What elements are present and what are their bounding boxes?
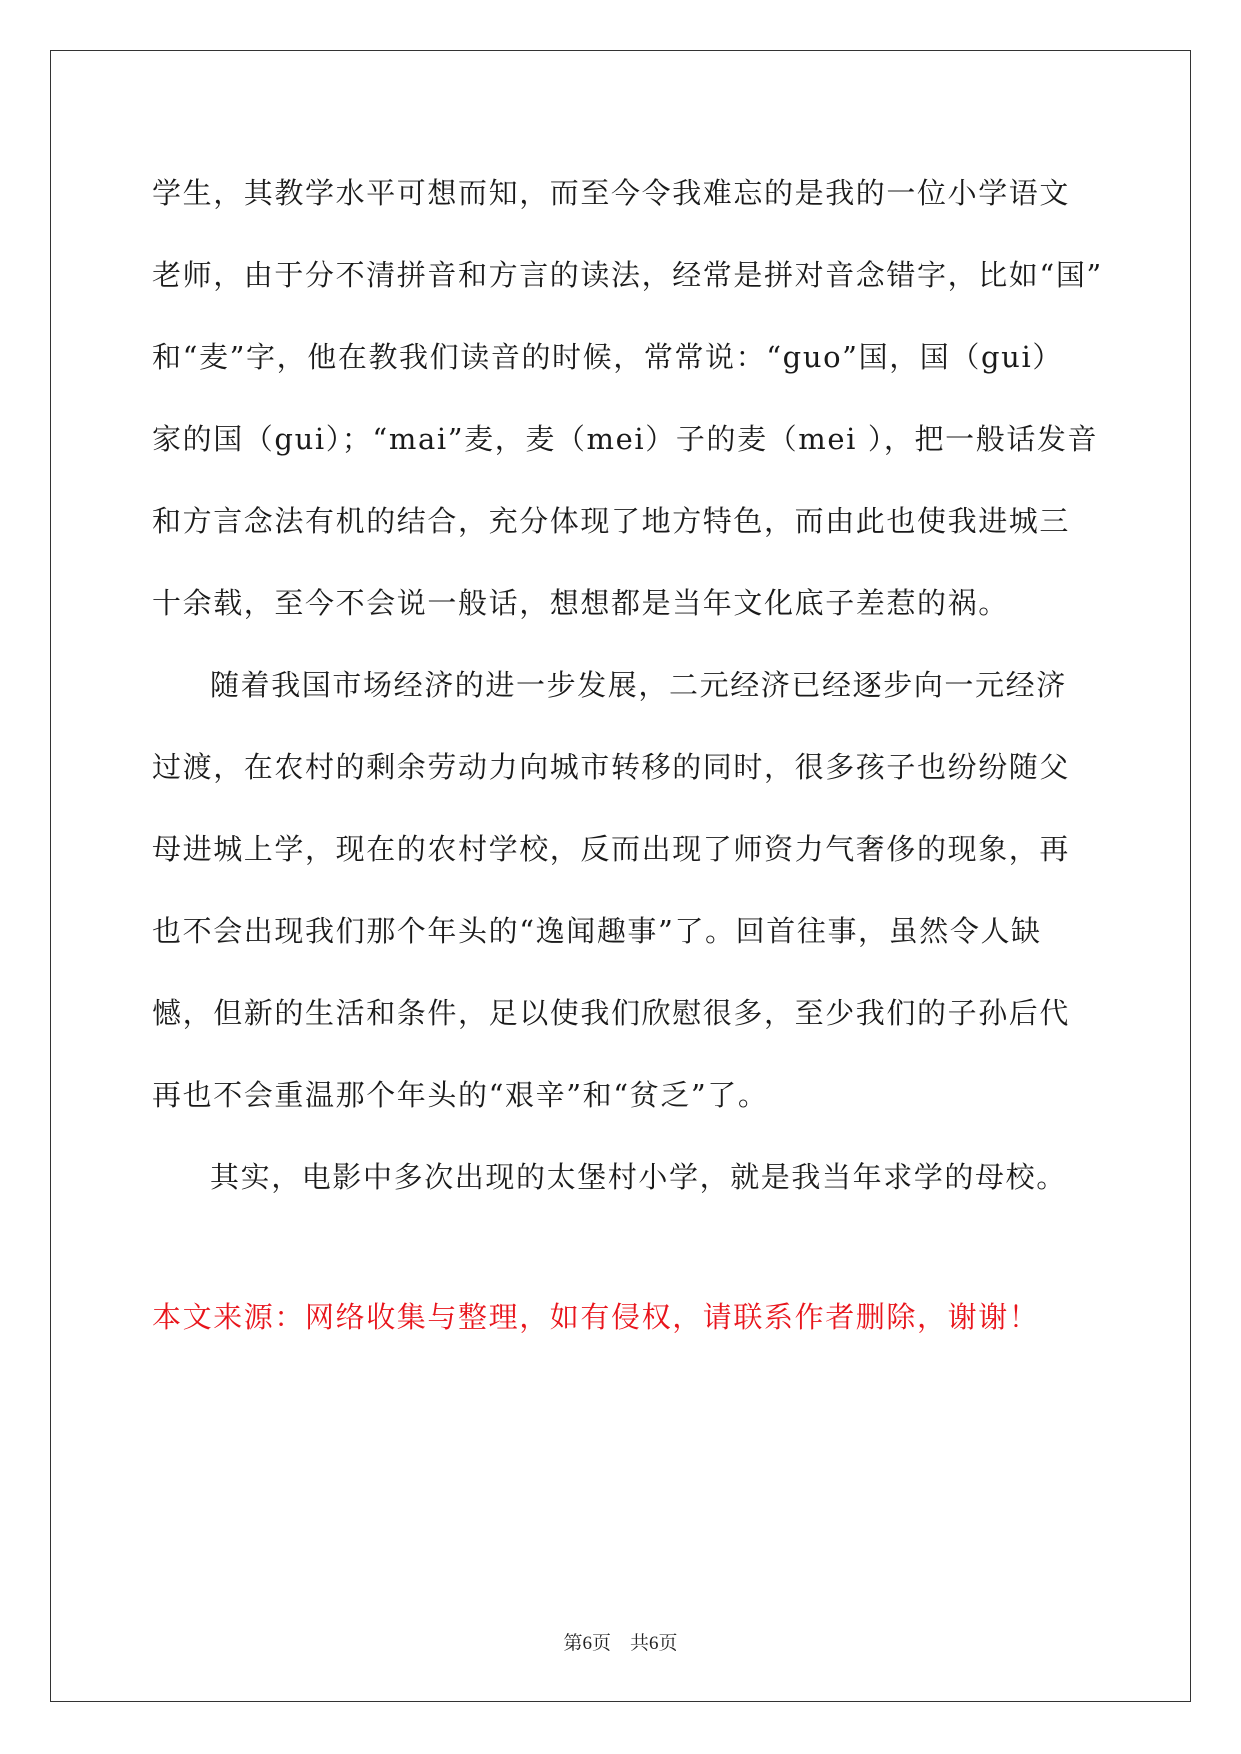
text-line: 再也不会重温那个年头的“艰辛”和“贫乏”了。 [152, 1078, 769, 1112]
text-line: 过渡，在农村的剩余劳动力向城市转移的同时，很多孩子也纷纷随父 [152, 750, 1071, 784]
text-line: 老师，由于分不清拼音和方言的读法，经常是拼对音念错字，比如“国” [152, 258, 1103, 292]
text-line: 母进城上学，现在的农村学校，反而出现了师资力气奢侈的现象，再 [152, 832, 1071, 866]
text-line: 十余载，至今不会说一般话，想想都是当年文化底子差惹的祸。 [152, 586, 1009, 620]
text-line: 随着我国市场经济的进一步发展，二元经济已经逐步向一元经济 [210, 668, 1067, 702]
text-line: 憾，但新的生活和条件，足以使我们欣慰很多，至少我们的子孙后代 [152, 996, 1071, 1030]
text-line: 家的国（gui）；“mai”麦，麦（mei）子的麦（mei ），把一般话发音 [152, 422, 1099, 456]
page-number-footer: 第6页 共6页 [563, 1633, 678, 1654]
source-note: 本文来源：网络收集与整理，如有侵权，请联系作者删除，谢谢！ [152, 1300, 1040, 1334]
body-text [152, 158, 1103, 1224]
text-line: 也不会出现我们那个年头的“逸闻趣事”了。回首往事，虽然令人缺 [152, 914, 1042, 948]
text-line: 和“麦”字，他在教我们读音的时候，常常说：“guo”国，国（gui） [152, 340, 1063, 374]
text-line: 和方言念法有机的结合，充分体现了地方特色，而由此也使我进城三 [152, 504, 1071, 538]
text-line: 学生，其教学水平可想而知，而至今令我难忘的是我的一位小学语文 [152, 176, 1071, 210]
text-line: 其实，电影中多次出现的太堡村小学，就是我当年求学的母校。 [210, 1160, 1067, 1194]
